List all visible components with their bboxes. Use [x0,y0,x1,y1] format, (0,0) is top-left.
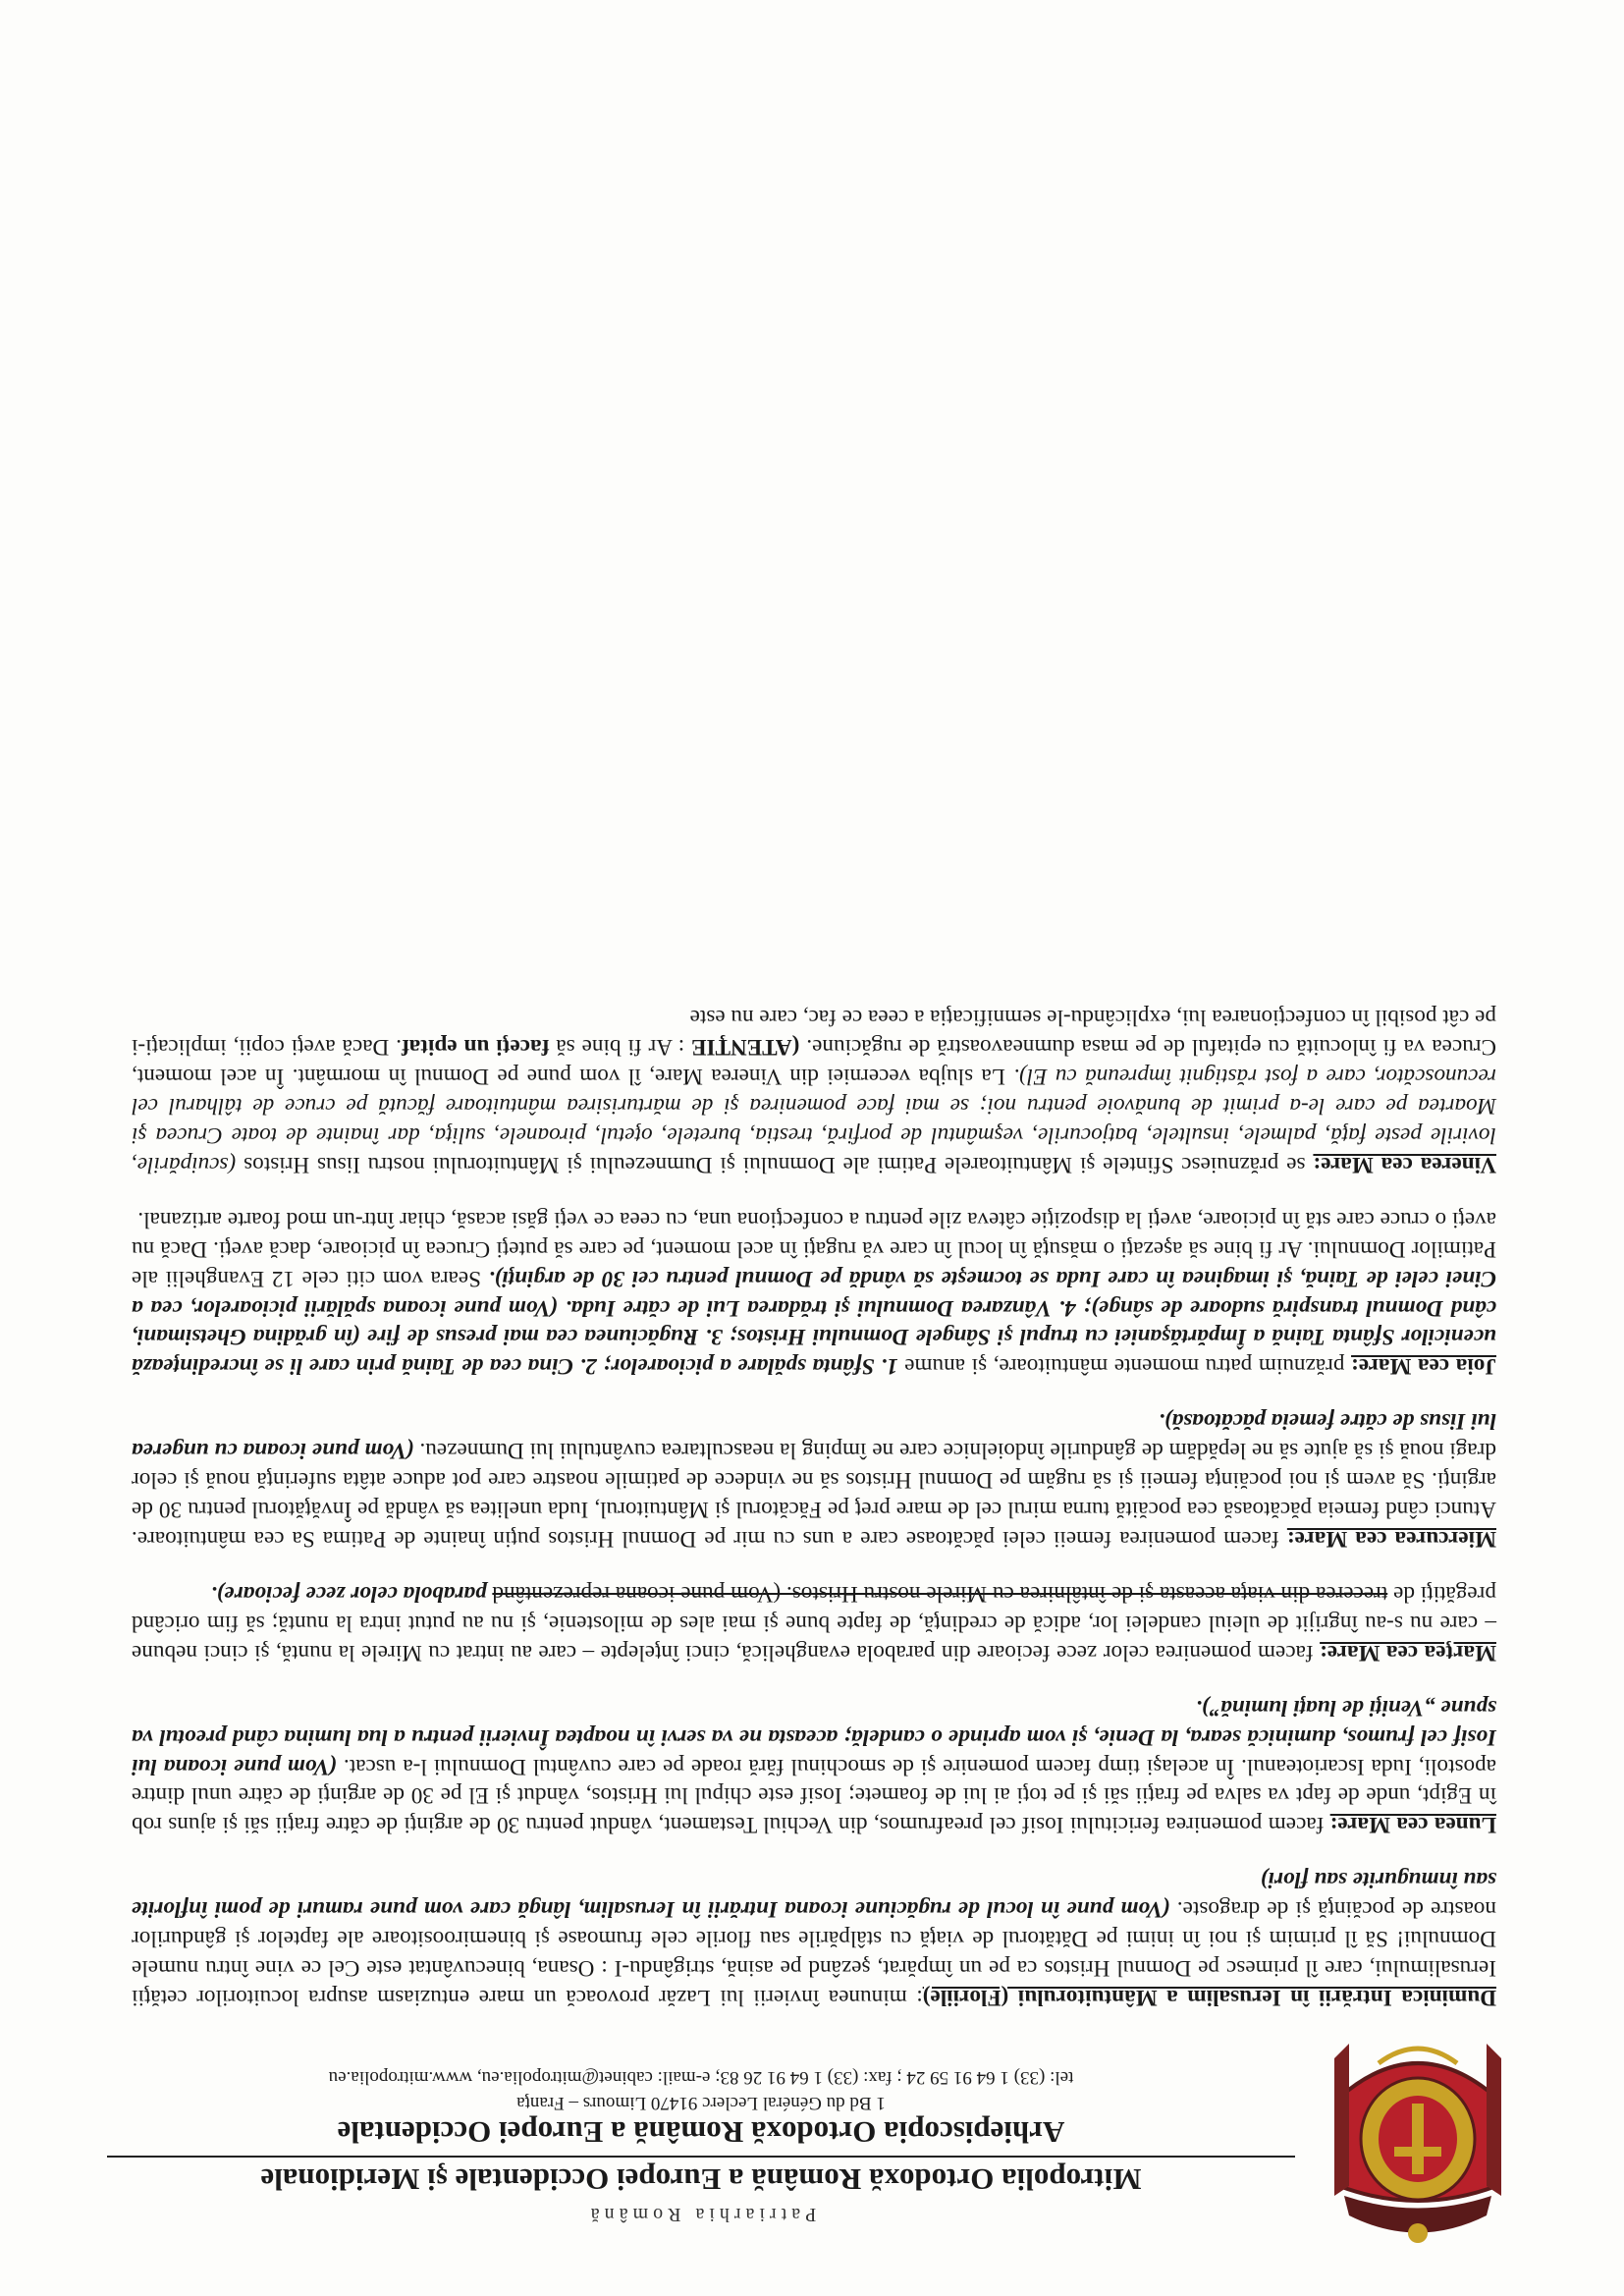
archdiocese-name: Arhiepiscopia Ortodoxă Română a Europei Occidentale [337,2115,1065,2151]
note-miercuri: (Vom pune icoana cu ungerea lui Iisus de către femeia păcătoasă). [132,1408,1496,1464]
note-joi: (Vom pune icoana spălării picioarelor, cea a Cinei celei de Taină, şi imaginea în care Iuda se tocmeşte să vândă pe Domnul pentru cei 30 de arginţi). [132,1265,1496,1321]
text-marti: facem pomenirea celor zece fecioare din parabola evanghelică, cinci înţelepte – care au intrat cu Mirele la nuntă, şi cinci nebune – care nu s-au îngrijit de uleiul candelei lor, adică de credinţă, de fapte bune şi mai ales de milostenie, şi nu au putut intra la nuntă; să fim oricând pregătiţi de [132,1580,1496,1666]
paragraph-luni [132,1692,1496,1839]
patriarchate-name: Patriarhia Română [585,2204,817,2225]
paragraph-marti [132,1578,1496,1667]
passion-list-vineri: (scuipările, lovirile peste faţă, palmele, insultele, batjocurile, veşmântul de porfiră, trestia, buretele, oţetul, piroanele, suliţa, dar înainte de toate Crucea şi Moartea pe care le-a primit de bunăvoie pentru noi; se mai face pomenirea şi de mărturisirea mântuitoare făcută pe cruce de tâlharul cel recunoscător, care a fost răstignit împreună cu El). [132,1064,1496,1177]
address-line: 1 Bd du Général Leclerc 91470 Limours – Franţa [516,2092,886,2113]
paragraph-vineri [132,1002,1496,1178]
heading-luni: Lunea cea Mare: [1329,1812,1496,1838]
text-miercuri: facem pomenirea femeii celei păcătoase care a uns cu mir pe Domnul Hristos puţin înainte de Patima Sa cea mântuitoare. Atunci când femeia păcătoasă cea pocăită turna mirul cel de mare preţ pe Făcătorul şi Mântuitorul, Iuda unelitea să vândă pe Învăţătorul pentru 30 de arginţi. Să avem şi noi pocăinţa femeii şi să rugăm pe Domnul Hristos să ne vindece de patimile noastre care pot aduce atâta suferinţă nouă şi celor dragi nouă şi să ajute să ne lepădăm de gândurile îndoielnice care ne împing la neascultarea cuvântului lui Dumnezeu. [132,1438,1496,1553]
text-florii: : minunea învierii lui Lazăr provoacă un mare entuziasm asupra locuitorilor cetăţii Ierusalimului, care îl primesc pe Domnul Hristos ca pe un împărat, şezând pe asină, strigându-I : Osana, binecuvântat este Cel ce vine întru numele Domnului! Să îl primim şi noi în inimi pe Dătătorul de viaţă cu stâlpările sau florile cele frumoase şi binemiroositoare ale faptelor şi gândurilor noastre de pocăinţă şi de dragoste. [132,1896,1496,2010]
text-vineri-children: . Dacă aveţi copii, implicaţi-i pe cât posibil în confecţionarea lui, explicându-le semnificaţia a ceea ce fac, care nu este [132,1005,1496,1061]
epitaph-instruction: faceţi un epitaf [401,1034,550,1061]
text-luni: facem pomenirea fericitului Iosif cel preafrumos, din Vechiul Testament, vândut pentru 30 de arginţi de către fraţii săi şi ajuns rob în Egipt, unde de fapt va salva pe fraţii săi şi pe toţi ai lui de foamete; Iosif este chipul lui Hristos, vândut şi El pe 30 de arginţi de către unul dintre apostoli, Iuda Iscarioteanul. În acelaşi timp facem pomenire şi de smochinul fără roade pe care cuvântul Domnului l-a uscat. [131,1753,1496,1838]
header-divider [107,2156,1295,2158]
heading-florii: Duminica Intrării în Ierusalim a Mântuitorului (Floriile) [922,1985,1496,2010]
note-marti: parabola celor zece fecioare). [210,1580,493,1607]
moments-joi: 1. Sfânta spălare a picioarelor; 2. Cina cea de Taină prin care li se încredinţează ucenicilor Sfânta Taină a Împărtăşaniei cu trupul şi Sângele Domnului Hristos; 3. Rugăciunea cea mai presus de fire (în grădina Ghetsimani, când Domnul transpiră sudoare de sânge); 4. Vânzarea Domnului şi trădarea Lui de către Iuda. [132,1294,1496,1380]
attention-label: (ATENŢIE [691,1034,800,1061]
crest-icon [1320,2029,1516,2255]
note-florii: (Vom pune în locul de rugăciune icoana Intrării în Ierusalim, lângă care vom pune ramuri de pomi înflorite sau înmugurite sau flori) [132,1867,1496,1923]
struck-text-marti: trecerea din viaţa aceasta şi de întâlnirea cu Mirele nostru Hristos. (Vom pune icoana reprezentând [492,1580,1388,1607]
heading-vineri: Vinerea cea Mare: [1313,1151,1496,1177]
text-vineri: se prăznuiesc Sfintele şi Mântuitoarele Patimi ale Domnului şi Dumnezeului şi Mântuitorului nostru Iisus Hristos [236,1151,1314,1177]
text-vineri-vespers: La slujba vecerniei din Vinerea Mare, îl vom pune pe Domnul în mormânt. În acel moment, Crucea va fi înlocuită cu epitaful de pe masa dumneavoastră de rugăciune. [132,1034,1496,1090]
paragraph-joi [132,1204,1496,1381]
contact-line: tel: (33) 1 64 91 59 24 ; fax: (33) 1 64 91 26 83; e-mail: cabinet@mitropolia.eu, www.mitropolia.eu [328,2067,1074,2089]
heading-miercuri: Miercurea cea Mare: [1286,1526,1496,1553]
text-joi-evening: Seara vom citi cele 12 Evanghelii ale Patimilor Domnului. Ar fi bine să aşezaţi o măsuţă în locul în care vă rugaţi în acel moment, pe care să puteţi Crucea în picioare, dacă aveţi. Dacă nu aveţi o cruce care stă în picioare, aveţi la dispoziţie câteva zile pentru a confecţiona una, cu ceea ce veţi găsi acasă, chiar într-un mod foarte artizanal. [132,1206,1496,1291]
paragraph-miercuri [132,1405,1496,1553]
letterhead [102,2029,1516,2255]
paragraph-florii [132,1864,1496,2011]
metropolis-crest-logo [1320,2029,1516,2255]
document-body [132,976,1496,2011]
heading-marti: Marţea cea Mare: [1320,1639,1496,1666]
text-vineri-advice: : Ar fi bine să [549,1034,691,1061]
heading-joi: Joia cea Mare: [1351,1353,1496,1380]
note-luni: (Vom pune icoana lui Iosif cel frumos, duminică seara, la Denie, şi vom aprinde o candelă; aceasta ne va servi în noaptea Învierii pentru a lua lumina când preotul va spune „Veniţi de luaţi lumină”). [132,1694,1496,1779]
letterhead-text [107,2064,1295,2225]
metropolis-name: Mitropolia Ortodoxă Română a Europei Occidentale şi Meridionale [260,2162,1142,2197]
text-joi: prăznuim patru momente mântuitoare, şi anume [897,1353,1352,1380]
